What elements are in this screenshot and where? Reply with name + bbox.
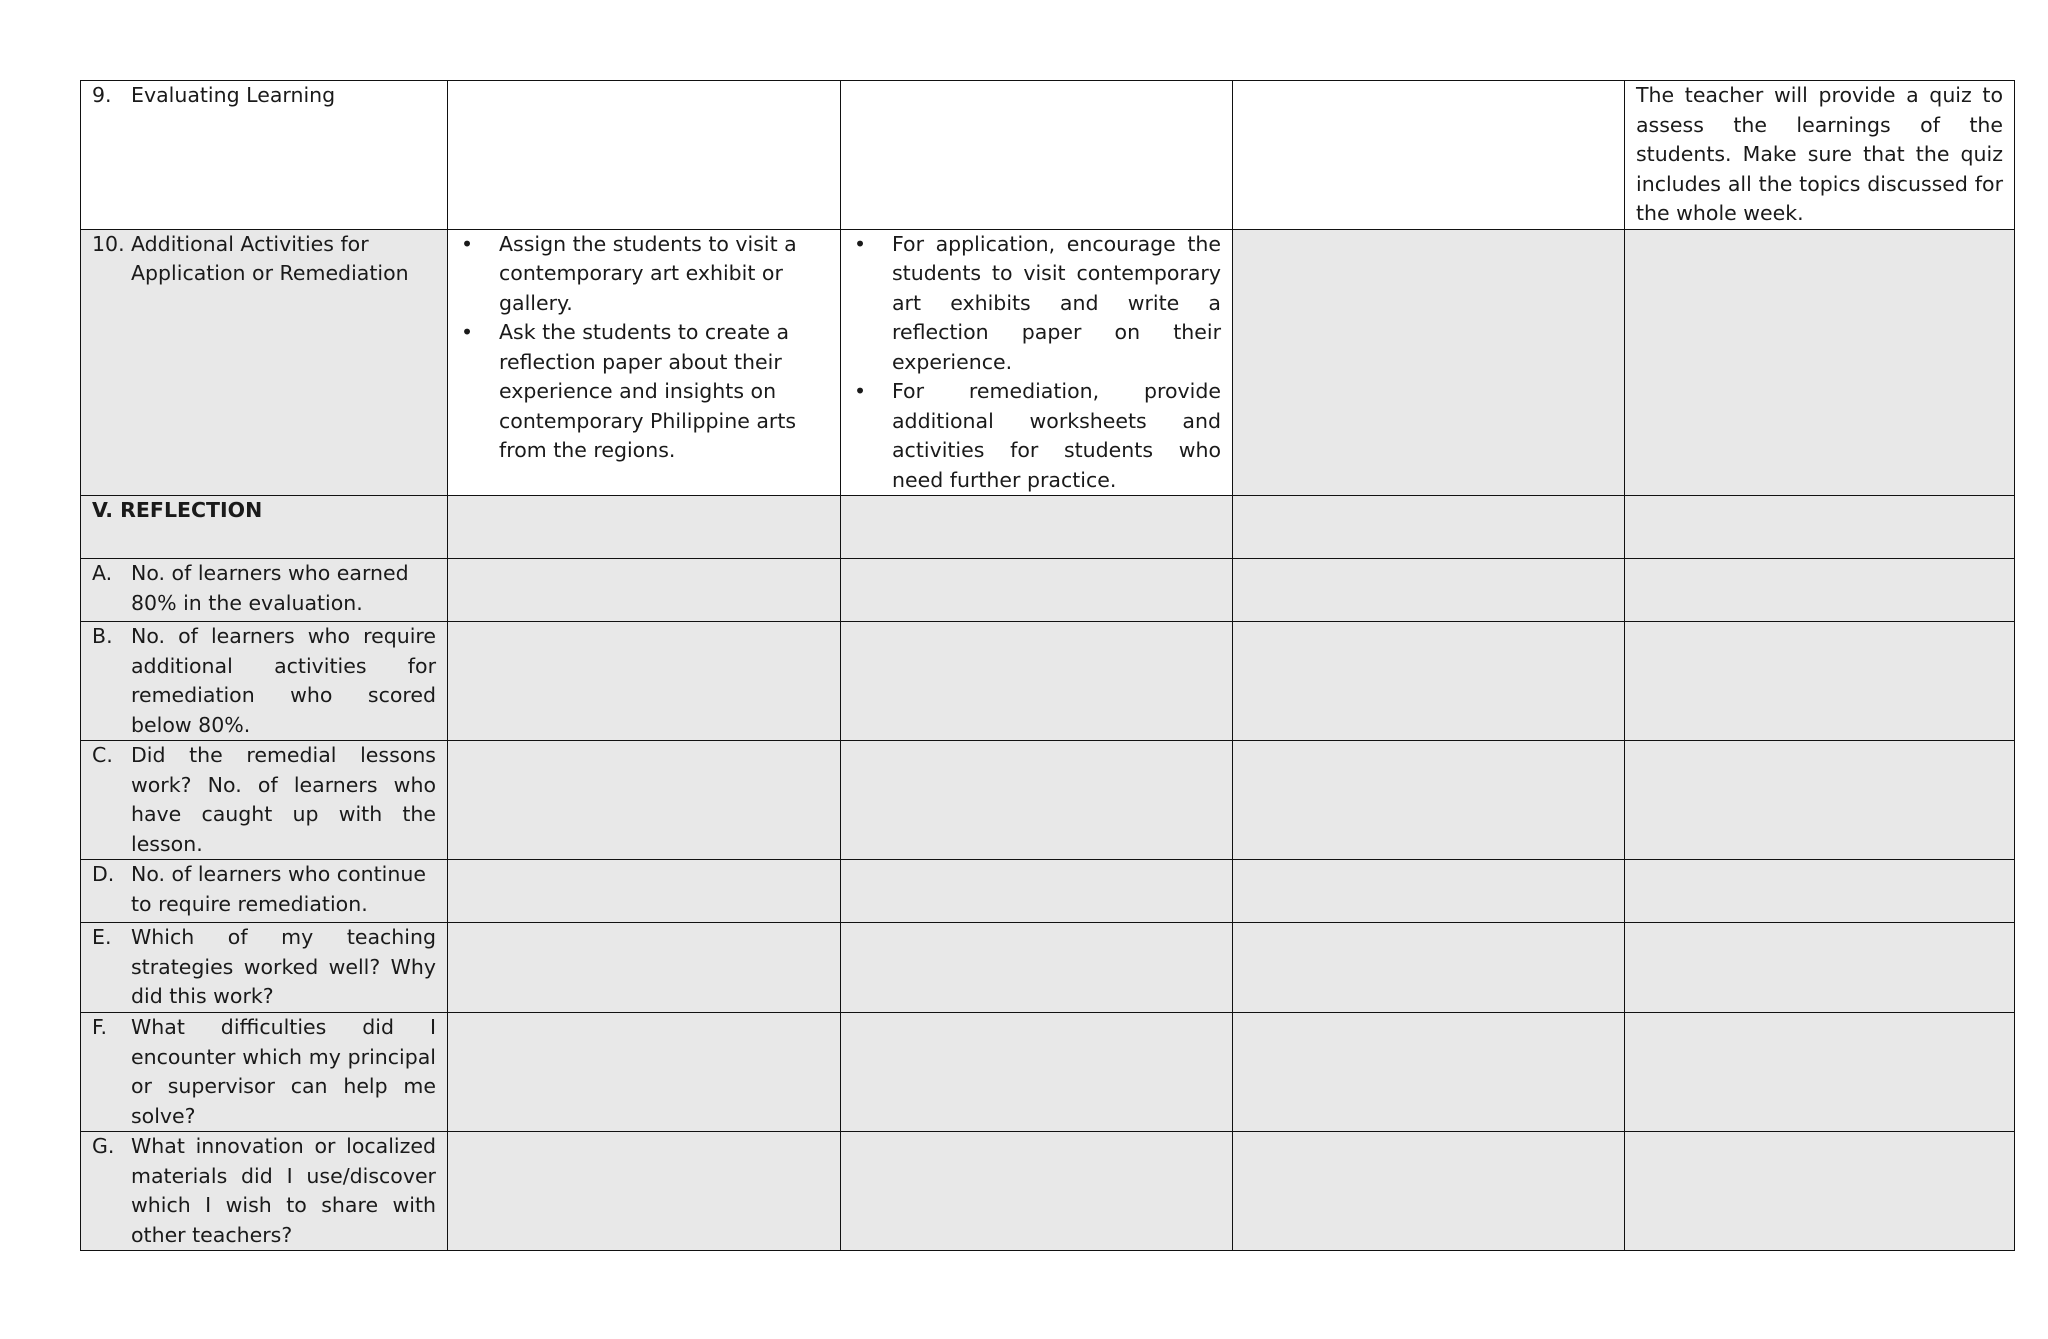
cell-empty [841, 81, 1233, 230]
cell-empty [1625, 229, 2015, 496]
item-text: Did the remedial lessons work? No. of learners who have caught up with the lesson. [131, 743, 436, 856]
item-number: 10. [92, 231, 125, 256]
item-letter: C. [92, 743, 113, 767]
cell-empty [448, 923, 841, 1013]
cell-empty [841, 559, 1233, 622]
bullet-icon: • [854, 231, 867, 256]
row-label-evaluating-learning [81, 81, 448, 230]
cell-empty [448, 496, 841, 559]
row-label-additional-activities [81, 229, 448, 496]
row-reflection-c [81, 741, 2015, 860]
cell-empty [448, 81, 841, 230]
cell-empty [841, 1132, 1233, 1251]
cell-empty [1233, 622, 1625, 741]
cell-empty [1625, 741, 2015, 860]
cell-empty [841, 622, 1233, 741]
list-item: • For remediation, provide additional worksheets and activities for students who need further practice. [854, 379, 1221, 492]
cell-empty [1233, 1013, 1625, 1132]
cell-empty [841, 1013, 1233, 1132]
reflection-question-g [81, 1132, 448, 1251]
cell-empty [448, 1132, 841, 1251]
cell-empty [448, 622, 841, 741]
reflection-question-b [81, 622, 448, 741]
list-item: • Assign the students to visit a contemporary art exhibit or gallery. [461, 231, 797, 315]
cell-empty [1233, 860, 1625, 923]
section-heading-reflection [81, 496, 448, 559]
row-reflection-e [81, 923, 2015, 1013]
cell-empty [448, 1013, 841, 1132]
reflection-question-d [81, 860, 448, 923]
evaluation-note-text: The teacher will provide a quiz to assess the learnings of the students. Make sure that the quiz includes all the topics discussed for the whole week. [1636, 83, 2003, 225]
cell-empty [841, 496, 1233, 559]
cell-empty [1625, 923, 2015, 1013]
row-reflection-d [81, 860, 2015, 923]
item-letter: E. [92, 925, 112, 949]
row-reflection-a [81, 559, 2015, 622]
row-evaluating-learning [81, 81, 2015, 230]
cell-empty [448, 741, 841, 860]
reflection-question-c [81, 741, 448, 860]
cell-empty [1233, 81, 1625, 230]
row-additional-activities [81, 229, 2015, 496]
reflection-question-a [81, 559, 448, 622]
item-letter: B. [92, 624, 113, 648]
row-reflection-g [81, 1132, 2015, 1251]
bullet-icon: • [461, 231, 474, 256]
cell-empty [1233, 496, 1625, 559]
cell-empty [448, 559, 841, 622]
item-letter: D. [92, 862, 115, 886]
item-text: What difficulties did I encounter which my principal or supervisor can help me solve? [131, 1015, 436, 1128]
item-letter: G. [92, 1134, 115, 1158]
row-reflection-f [81, 1013, 2015, 1132]
item-text: What innovation or localized materials did I use/discover which I wish to share with other teachers? [131, 1134, 436, 1247]
cell-empty [1625, 860, 2015, 923]
cell-empty [1233, 559, 1625, 622]
cell-evaluation-note [1625, 81, 2015, 230]
cell-empty [1625, 1013, 2015, 1132]
cell-empty [841, 860, 1233, 923]
section-heading-text: V. REFLECTION [92, 498, 263, 522]
cell-empty [841, 741, 1233, 860]
bullet-icon: • [461, 320, 474, 344]
reflection-question-f [81, 1013, 448, 1132]
cell-empty [1625, 1132, 2015, 1251]
cell-empty [448, 860, 841, 923]
item-text: Which of my teaching strategies worked well? Why did this work? [131, 925, 436, 1008]
cell-empty [1233, 229, 1625, 496]
item-letter: A. [92, 561, 113, 585]
item-letter: F. [92, 1015, 108, 1039]
daily-lesson-log-table [80, 80, 2015, 1251]
list-item: • Ask the students to create a reflection paper about their experience and insights on contemporary Philippine arts from the regions. [461, 320, 797, 462]
item-text: No. of learners who earned 80% in the evaluation. [131, 561, 409, 615]
item-number: 9. [92, 83, 112, 107]
item-text: No. of learners who continue to require remediation. [131, 862, 426, 916]
cell-additional-activities-col3 [841, 229, 1233, 496]
cell-empty [1625, 622, 2015, 741]
item-text: No. of learners who require additional activities for remediation who scored below 80%. [131, 624, 436, 737]
cell-empty [1233, 923, 1625, 1013]
row-reflection-header [81, 496, 2015, 559]
cell-empty [1625, 496, 2015, 559]
cell-empty [1233, 741, 1625, 860]
reflection-question-e [81, 923, 448, 1013]
bullet-icon: • [854, 379, 867, 403]
row-reflection-b [81, 622, 2015, 741]
bullet-list [852, 230, 1221, 496]
cell-empty [841, 923, 1233, 1013]
cell-empty [1625, 559, 2015, 622]
cell-empty [1233, 1132, 1625, 1251]
item-label: Additional Activities for Application or Remediation [131, 231, 409, 285]
list-item: • For application, encourage the students to visit contemporary art exhibits and write a reflection paper on their experience. [854, 231, 1221, 374]
bullet-list [459, 230, 829, 466]
item-label: Evaluating Learning [131, 83, 336, 107]
cell-additional-activities-col2 [448, 229, 841, 496]
